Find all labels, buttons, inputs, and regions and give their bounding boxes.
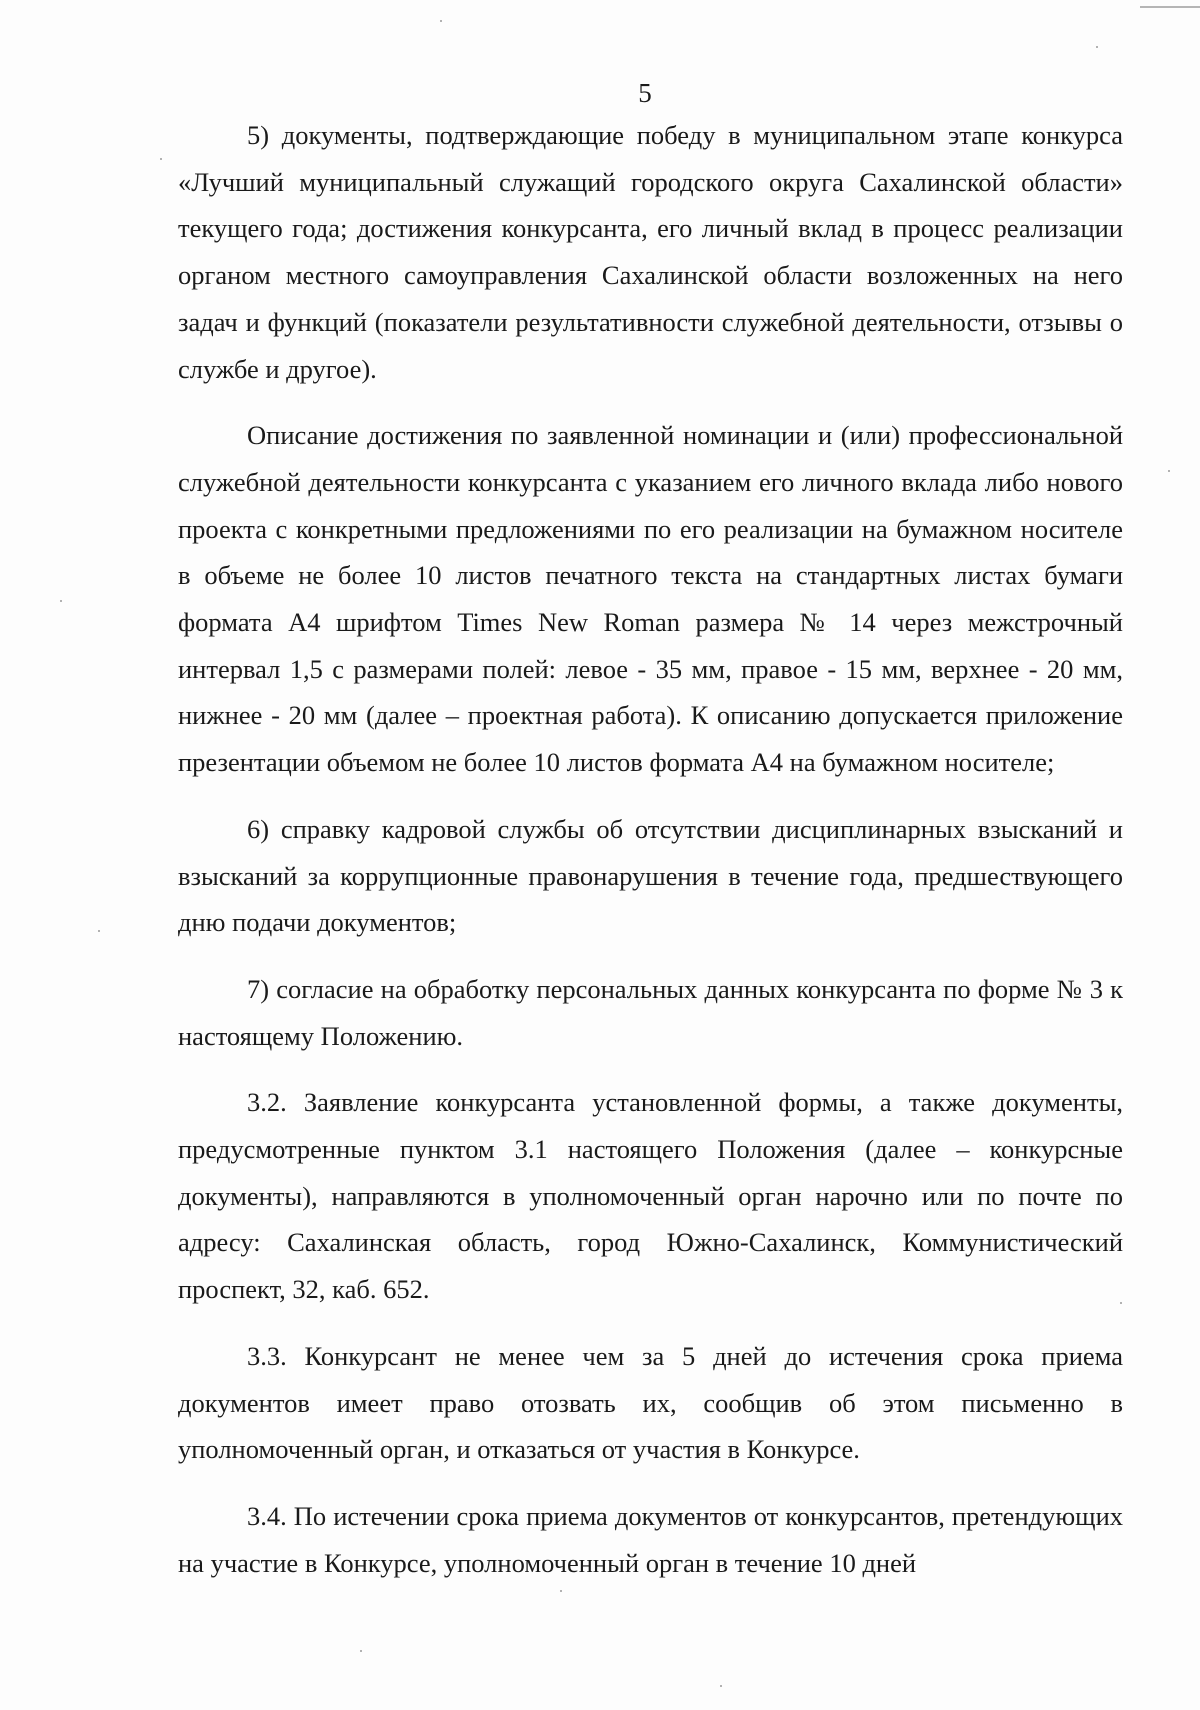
scan-speck: [560, 1590, 562, 1592]
scan-speck: [1168, 470, 1170, 472]
scan-speck: [1120, 1302, 1122, 1304]
paragraph-item-6-hr-certificate: 6) справку кадровой службы об отсутствии дисциплинарных взысканий и взысканий за коррупционные правонарушения в течение года, предшествующего дню подачи документов;: [178, 813, 1123, 938]
scan-speck: [60, 600, 62, 602]
scan-speck: [440, 20, 442, 22]
paragraph-3-4: 3.4. По истечении срока приема документов от конкурсантов, претендующих на участие в Конкурсе, уполномоченный орган в течение 10 дней: [178, 1500, 1123, 1578]
scan-speck: [98, 930, 100, 932]
scan-speck: [360, 1650, 362, 1652]
paragraph-item-5-documents: 5) документы, подтверждающие победу в муниципальном этапе конкурса «Лучший муниципальный служащий городского округа Сахалинской области» текущего года; достижения конкурсанта, его личный вклад в процесс реализации органом местного самоуправления Сахалинской области возложенных на него задач и функций (показатели результативности служебной деятельности, отзывы о службе и другое).: [178, 120, 1123, 384]
scan-speck: [160, 158, 162, 160]
paragraph-3-3: 3.3. Конкурсант не менее чем за 5 дней до истечения срока приема документов имеет право отозвать их, сообщив об этом письменно в уполномоченный орган, и отказаться от участия в Конкурсе.: [178, 1340, 1123, 1465]
scan-speck: [1096, 46, 1098, 48]
page-number: 5: [638, 78, 652, 108]
document-body: [178, 112, 1123, 1586]
paragraph-3-2: 3.2. Заявление конкурсанта установленной формы, а также документы, предусмотренные пунктом 3.1 настоящего Положения (далее – конкурсные документы), направляются в уполномоченный орган нарочно или по почте по адресу: Сахалинская область, город Южно-Сахалинск, Коммунистический проспект, 32, каб. 652.: [178, 1087, 1123, 1305]
paragraph-achievement-description: Описание достижения по заявленной номинации и (или) профессиональной служебной деятельности конкурсанта с указанием его личного вклада либо нового проекта с конкретными предложениями по его реализации на бумажном носителе в объеме не более 10 листов печатного текста на стандартных листах бумаги формата А4 шрифтом Times New Roman размера № 14 через межстрочный интервал 1,5 с размерами полей: левое - 35 мм, правое - 15 мм, верхнее - 20 мм, нижнее - 20 мм (далее – проектная работа). К описанию допускается приложение презентации объемом не более 10 листов формата А4 на бумажном носителе;: [178, 420, 1123, 778]
scan-edge-mark: [1140, 6, 1200, 8]
paragraph-item-7-consent: 7) согласие на обработку персональных данных конкурсанта по форме № 3 к настоящему Положению.: [178, 973, 1123, 1051]
scan-speck: [720, 1685, 722, 1687]
